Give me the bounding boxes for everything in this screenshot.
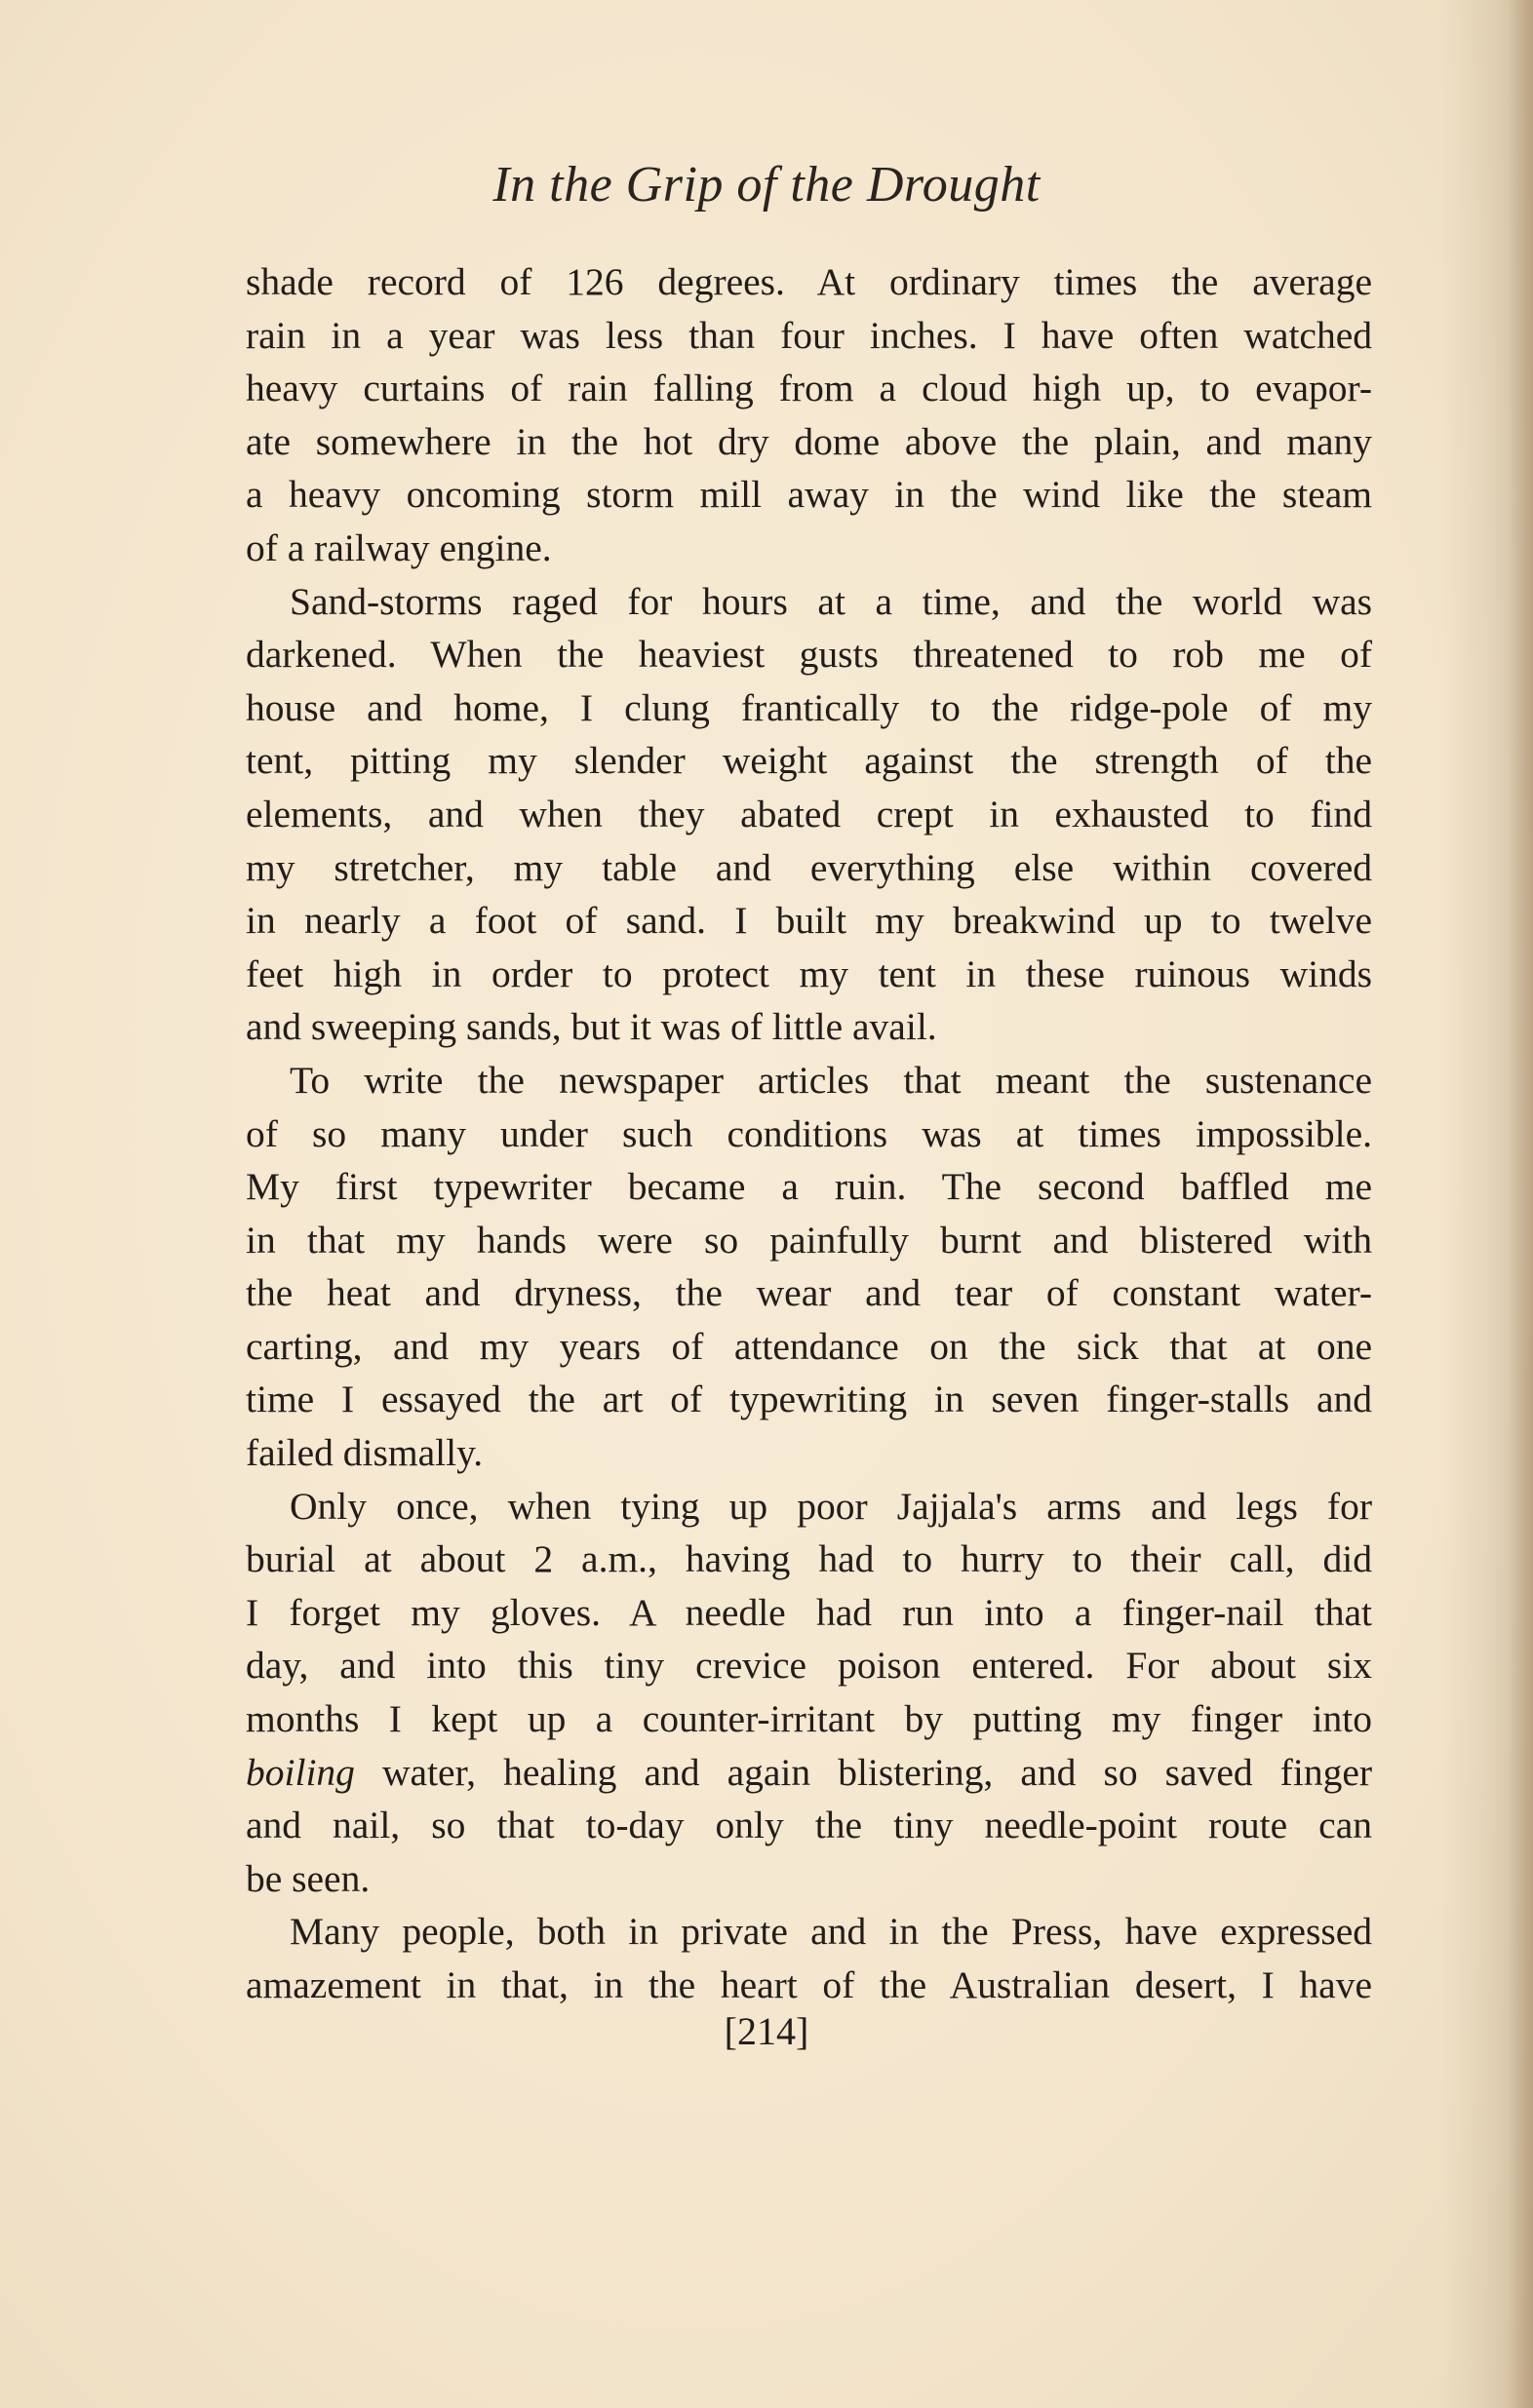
italic-word: boiling	[246, 1750, 355, 1794]
text-line: feet high in order to protect my tent in these ruinous winds	[246, 952, 1372, 995]
text-line: shade record of 126 degrees. At ordinary times the average	[246, 260, 1372, 303]
text-line: day, and into this tiny crevice poison entered. For about six	[246, 1644, 1372, 1688]
text-line: months I kept up a counter-irritant by putting my finger into	[246, 1697, 1372, 1741]
text-line: ate somewhere in the hot dry dome above the plain, and many	[246, 419, 1372, 463]
paragraph	[246, 1054, 1372, 1480]
text-line: of a railway engine.	[246, 525, 552, 569]
text-line: tent, pitting my slender weight against the strength of the	[246, 739, 1372, 783]
text-line: amazement in that, in the heart of the Australian desert, I have	[246, 1963, 1372, 2006]
text-line: of so many under such conditions was at times impossible.	[246, 1111, 1372, 1155]
paragraph	[246, 1480, 1372, 1906]
paragraph	[246, 575, 1372, 1054]
text-line: To write the newspaper articles that meant the sustenance	[290, 1058, 1372, 1102]
text-line: a heavy oncoming storm mill away in the wind like the steam	[246, 473, 1372, 517]
text-line: and nail, so that to-day only the tiny needle-point route can	[246, 1804, 1372, 1847]
running-head: In the Grip of the Drought	[492, 157, 1041, 213]
text-line: time I essayed the art of typewriting in seven finger-stalls and	[246, 1378, 1372, 1421]
text-line: in that my hands were so painfully burnt and blistered with	[246, 1218, 1372, 1262]
text-line: Many people, both in private and in the Press, have expressed	[290, 1910, 1372, 1954]
text-line: my stretcher, my table and everything else within covered	[246, 845, 1372, 889]
text-line: rain in a year was less than four inches. I have often watched	[246, 313, 1372, 357]
body-text	[246, 255, 1372, 2012]
text-line: I forget my gloves. A needle had run into a finger-nail that	[246, 1590, 1372, 1634]
text-line: be seen.	[246, 1856, 371, 1900]
text-line: Only once, when tying up poor Jajjala's arms and legs for	[290, 1484, 1372, 1528]
text-line: elements, and when they abated crept in exhausted to find	[246, 792, 1372, 835]
page-number: [214]	[724, 2009, 809, 2053]
text-line: failed dismally.	[246, 1431, 484, 1475]
text-line: and sweeping sands, but it was of little avail.	[246, 1005, 937, 1049]
text-line: darkened. When the heaviest gusts threatened to rob me of	[246, 633, 1372, 677]
text-line-rest: water, healing and again blistering, and so saved finger	[354, 1750, 1372, 1794]
text-line: the heat and dryness, the wear and tear of constant water-	[246, 1271, 1372, 1315]
text-line: in nearly a foot of sand. I built my breakwind up to twelve	[246, 899, 1372, 943]
text-line: Sand-storms raged for hours at a time, and the world was	[290, 579, 1372, 623]
text-line-with-italic	[246, 1746, 1372, 1800]
paragraph	[246, 1905, 1372, 2011]
text-line: carting, and my years of attendance on the sick that at one	[246, 1324, 1372, 1368]
text-line: My first typewriter became a ruin. The second baffled me	[246, 1165, 1372, 1209]
text-line: house and home, I clung frantically to the ridge-pole of my	[246, 685, 1372, 729]
paragraph	[246, 255, 1372, 575]
text-line: burial at about 2 a.m., having had to hurry to their call, did	[246, 1537, 1372, 1581]
text-line: heavy curtains of rain falling from a cloud high up, to evapor-	[246, 367, 1372, 410]
